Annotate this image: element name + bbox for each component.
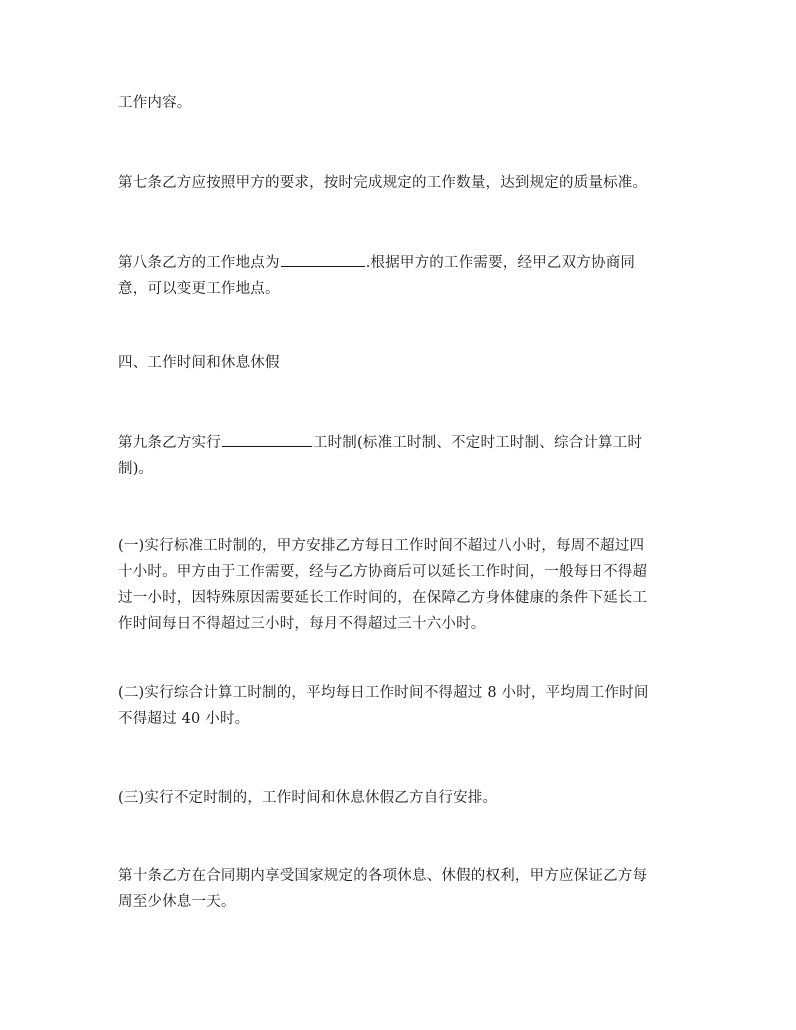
text-line: 制)。 [118,461,154,477]
text-line [118,250,688,276]
paragraph-work-content [118,90,688,116]
text-segment: .根据甲方的工作需要，经甲乙双方协商同 [365,255,636,271]
paragraph-flexible-hours [118,785,688,811]
text-line: 第七条乙方应按照甲方的要求，按时完成规定的工作数量，达到规定的质量标准。 [118,175,648,191]
work-hours-system-blank [222,432,312,447]
text-line: 第十条乙方在合同期内享受国家规定的各项休息、休假的权利，甲方应保证乙方每 [118,868,648,884]
paragraph-article-7 [118,170,688,196]
text-segment: 第九条乙方实行 [118,435,221,451]
text-segment: 工时制(标准工时制、不定时工时制、综合计算工时 [312,435,643,451]
text-line: 十小时。甲方由于工作需要，经与乙方协商后可以延长工作时间，一般每日不得超 [118,564,648,580]
text-line: (二)实行综合计算工时制的，平均每日工作时间不得超过 8 小时，平均周工作时间 [118,685,649,701]
paragraph-article-8 [118,250,688,302]
paragraph-article-9 [118,430,688,482]
text-line: 工作内容。 [118,95,192,111]
section-heading-4 [118,350,688,376]
text-line: 过一小时，因特殊原因需要延长工作时间的，在保障乙方身体健康的条件下延长工 [118,590,648,606]
text-line: (一)实行标准工时制的，甲方安排乙方每日工作时间不超过八小时，每周不超过四 [118,538,645,554]
text-line: 四、工作时间和休息休假 [118,355,280,371]
work-location-blank [281,252,365,267]
paragraph-article-10 [118,863,688,915]
paragraph-standard-hours [118,533,688,637]
text-line: 作时间每日不得超过三小时，每月不得超过三十六小时。 [118,616,486,632]
text-line [118,430,688,456]
text-line: 不得超过 40 小时。 [118,711,250,727]
text-line: 意，可以变更工作地点。 [118,281,280,297]
text-segment: 第八条乙方的工作地点为 [118,255,280,271]
text-line: 周至少休息一天。 [118,894,236,910]
paragraph-comprehensive-hours [118,680,688,732]
text-line: (三)实行不定时制的，工作时间和休息休假乙方自行安排。 [118,790,498,806]
